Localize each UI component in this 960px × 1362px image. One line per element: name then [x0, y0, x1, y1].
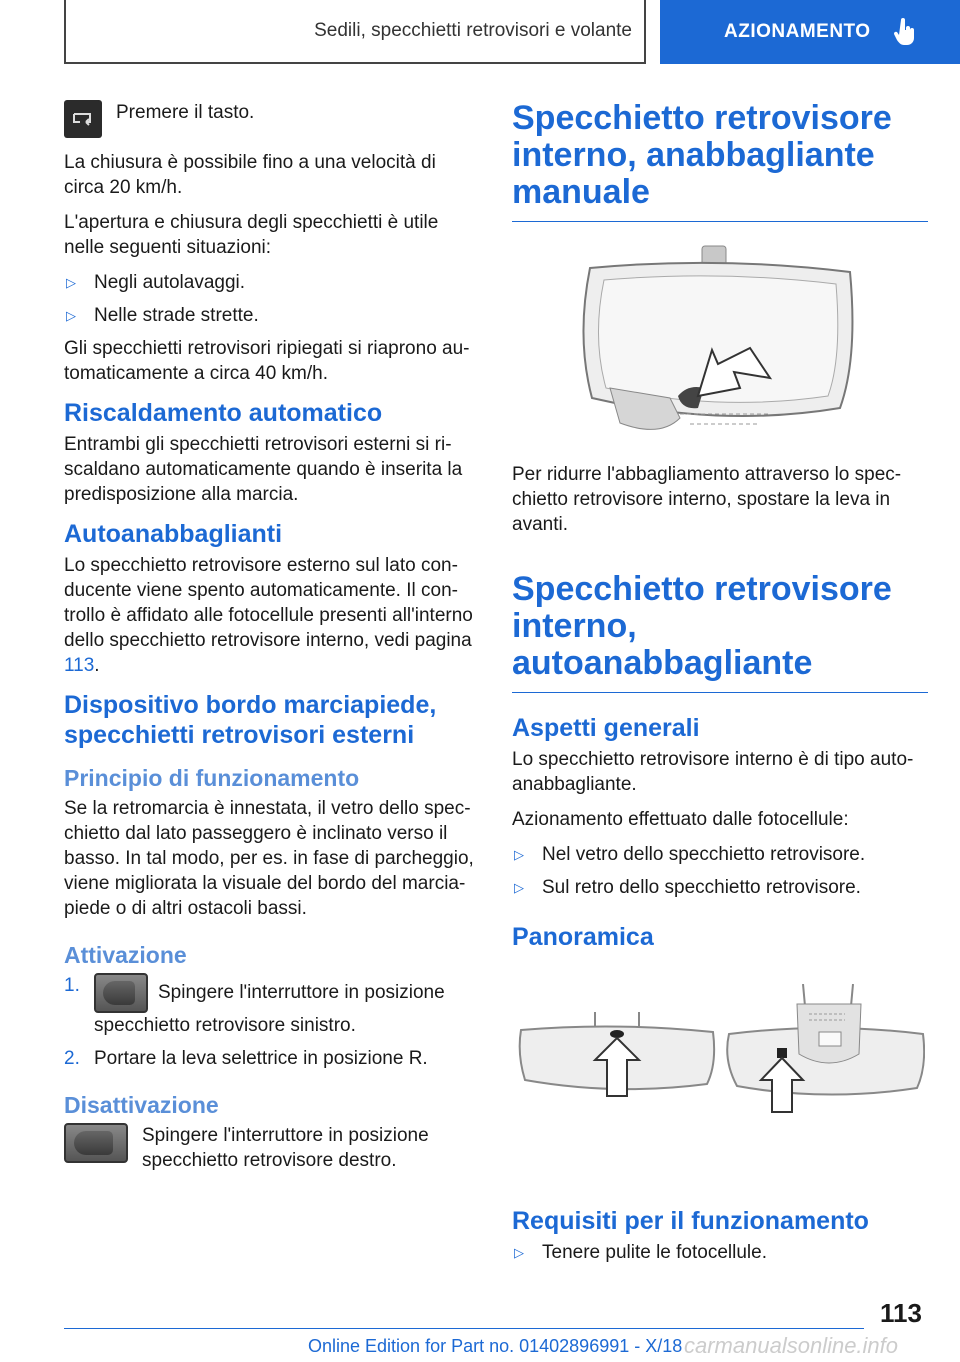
auto-dimming-heading: Autoanabbaglianti — [64, 520, 283, 548]
left-column — [64, 100, 478, 1185]
watermark: carmanualsonline.info — [684, 1333, 899, 1358]
heating-text: Entrambi gli specchietti retrovisori esterni si riscaldano automaticamente quando è inserita la predisposizione alla marcia. — [64, 434, 463, 505]
triangle-bullet-icon: ▷ — [514, 880, 524, 895]
list-item: ▷ Tenere pulite le fotocellule. — [514, 1242, 767, 1263]
principle-text: Se la retromarcia è innestata, il vetro dello specchietto dal lato passeggero è inclinato verso il basso. In tal modo, per es. in fase di parcheggio, viene migliorata la visuale del bordo del marciapiede o di altri ostacoli bassi. — [64, 798, 474, 919]
list-item: ▷ Nelle strade strette. — [66, 305, 259, 326]
manual-mirror-text: Per ridurre l'abbagliamento attraverso lo specchietto retrovisore interno, spostare la leva in avanti. — [512, 464, 902, 535]
mirror-switch-icon — [64, 1123, 128, 1163]
photocell-list — [512, 842, 928, 900]
press-button-instruction — [64, 100, 478, 138]
activation-steps — [64, 973, 478, 1071]
manual-mirror-illustration — [512, 238, 928, 448]
photocell-text: Azionamento effettuato dalle fotocellule: — [512, 809, 849, 830]
triangle-bullet-icon: ▷ — [66, 308, 76, 323]
usage-text: L'apertura e chiusura degli specchietti è utile nelle seguenti situazioni: — [64, 212, 439, 258]
speed-limit-text: La chiusura è possibile fino a una velocità di circa 20 km/h. — [64, 152, 436, 198]
footer-divider — [64, 1328, 864, 1329]
list-item: ▷ Sul retro dello specchietto retrovisore. — [514, 877, 861, 898]
list-item: 2. Portare la leva selettrice in posizione R. — [64, 1048, 428, 1069]
requirements-heading: Requisiti per il funzionamento — [512, 1207, 869, 1235]
activation-heading: Attivazione — [64, 942, 187, 968]
photocell-locations-icon — [515, 984, 925, 1134]
hand-pointer-icon — [893, 18, 917, 46]
page-number: 113 — [880, 1298, 922, 1328]
reopen-text: Gli specchietti retrovisori ripiegati si riaprono automaticamente a circa 40 km/h. — [64, 338, 470, 384]
usage-list — [64, 270, 478, 328]
list-item: ▷ Negli autolavaggi. — [66, 272, 246, 293]
edition-text: Online Edition for Part no. 01402896991 - X/18 — [308, 1336, 683, 1356]
deactivation-instruction — [64, 1123, 478, 1173]
auto-mirror-heading: Specchietto retrovisore interno, autoanabbagliante — [512, 571, 928, 693]
overview-heading: Panoramica — [512, 923, 654, 951]
triangle-bullet-icon: ▷ — [66, 275, 76, 290]
overview-illustration — [512, 984, 928, 1134]
curb-function-heading: Dispositivo bordo marciapiede, specchietti retrovisori esterni — [64, 691, 437, 749]
heating-heading: Riscaldamento automatico — [64, 399, 383, 427]
manual-mirror-heading: Specchietto retrovisore interno, anabbagliante manuale — [512, 100, 928, 222]
rearview-mirror-icon — [570, 238, 870, 448]
section-title: Sedili, specchietti retrovisori e volante — [314, 20, 632, 41]
mirror-fold-button-icon — [64, 100, 102, 138]
running-header — [64, 0, 646, 64]
general-text: Lo specchietto retrovisore interno è di tipo autoanabbagliante. — [512, 749, 914, 795]
auto-dimming-text: Lo specchietto retrovisore esterno sul lato conducente viene spento automaticamente. Il controllo è affidato alle fotocellule presenti all'interno dello specchietto retrovisore interno, vedi pagina 113. — [64, 555, 473, 676]
list-item: 1. Spingere l'interruttore in posizione specchietto retrovisore sinistro. — [64, 975, 445, 1036]
triangle-bullet-icon: ▷ — [514, 1245, 524, 1260]
requirements-list — [512, 1240, 928, 1265]
chapter-label: AZIONAMENTO — [724, 21, 871, 42]
general-heading: Aspetti generali — [512, 714, 700, 742]
chapter-tab — [660, 0, 960, 64]
mirror-switch-icon — [94, 973, 148, 1013]
triangle-bullet-icon: ▷ — [514, 847, 524, 862]
principle-heading: Principio di funzionamento — [64, 765, 360, 791]
page-reference-link[interactable]: 113 — [64, 655, 95, 676]
deactivation-text: Spingere l'interruttore in posizione specchietto retrovisore destro. — [142, 1125, 429, 1171]
right-column — [512, 100, 928, 1273]
deactivation-heading: Disattivazione — [64, 1092, 219, 1118]
press-button-text: Premere il tasto. — [116, 102, 255, 123]
list-item: ▷ Nel vetro dello specchietto retrovisore. — [514, 844, 866, 865]
